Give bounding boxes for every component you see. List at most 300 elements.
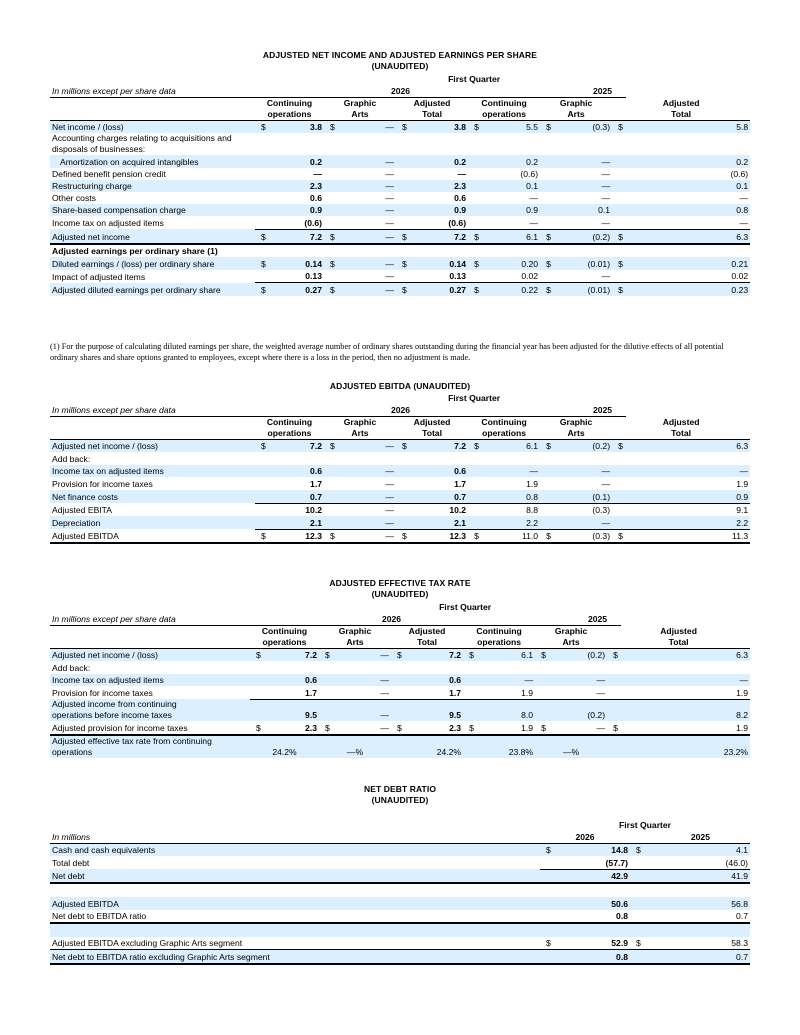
table-row <box>50 735 750 758</box>
col-h2: Total <box>668 636 689 647</box>
cell: 5.8 <box>626 120 750 133</box>
section1-title: ADJUSTED NET INCOME AND ADJUSTED EARNINGS PER SHARE <box>262 50 538 60</box>
col-h1: Adjusted <box>662 416 700 427</box>
cell: 3.8 <box>410 120 468 133</box>
row-label: Share-based compensation charge <box>50 204 255 217</box>
debt-table <box>50 820 750 965</box>
row-label: Restructuring charge <box>50 180 255 192</box>
cell: 0.6 <box>454 192 467 203</box>
cell: (0.01) <box>554 257 612 270</box>
cell: (0.6) <box>730 168 749 179</box>
cell: 1.9 <box>621 686 750 699</box>
table-row <box>50 937 750 950</box>
ebitda-table <box>50 393 750 544</box>
cell: 0.6 <box>405 674 463 687</box>
col-h2-0: operations <box>267 108 312 119</box>
currency-symbol: $ <box>535 648 549 661</box>
currency-symbol: $ <box>630 843 650 856</box>
debt-table-wrap <box>50 820 750 965</box>
currency-symbol: $ <box>618 531 623 542</box>
cell: — <box>333 648 391 661</box>
table-row <box>50 465 750 478</box>
row-label: Net finance costs <box>50 490 255 503</box>
cell: 12.3 <box>449 531 467 542</box>
col-h2: Total <box>671 427 692 438</box>
cell: 58.3 <box>731 938 748 949</box>
col-h1-2: Adjusted <box>413 97 451 108</box>
cell: 4.1 <box>650 843 750 856</box>
row-label: Provision for income taxes <box>52 478 153 489</box>
row-label: Adjusted diluted earnings per ordinary share <box>50 283 255 296</box>
cell: 9.5 <box>274 699 319 721</box>
cell: 6.1 <box>482 439 540 452</box>
cell: 0.2 <box>279 155 324 168</box>
cell: 9.1 <box>736 505 749 516</box>
cell: 24.2% <box>391 735 463 758</box>
table-row <box>50 674 750 687</box>
col-h1-1: Graphic <box>343 97 377 108</box>
col-h2: Total <box>422 427 442 438</box>
cell: 3.8 <box>279 120 324 133</box>
cell: 0.8 <box>616 911 628 922</box>
cell: — <box>385 478 394 489</box>
currency-symbol: $ <box>613 723 618 734</box>
table-row <box>50 950 750 964</box>
currency-symbol: $ <box>330 531 335 542</box>
currency-symbol: $ <box>396 257 410 270</box>
currency-symbol: $ <box>324 120 338 133</box>
cell: — <box>554 465 612 478</box>
adjusted-net-income-table-wrap <box>50 74 750 296</box>
currency-symbol: $ <box>468 439 482 452</box>
section1-subtitle: (UNAUDITED) <box>371 61 429 71</box>
cell: 7.2 <box>410 229 468 243</box>
row-label <box>50 883 540 897</box>
cell: (0.2) <box>549 648 607 661</box>
row-label: Income tax on adjusted items <box>52 218 164 229</box>
table-row <box>50 490 750 503</box>
table-row <box>50 869 750 883</box>
row-label: Depreciation <box>50 516 255 529</box>
cell: — <box>338 229 396 243</box>
row-label: Add back: <box>52 453 91 464</box>
unit-label: In millions except per share data <box>50 403 255 416</box>
cell: 6.1 <box>477 648 535 661</box>
col-h2: Arts <box>567 427 585 438</box>
cell: 2.2 <box>626 516 750 529</box>
ebitda-table-wrap <box>50 393 750 544</box>
table-row <box>50 168 750 180</box>
currency-symbol: $ <box>463 648 477 661</box>
currency-symbol: $ <box>250 648 274 661</box>
row-label: Adjusted EBITDA <box>50 897 540 910</box>
cell: (0.6) <box>279 216 324 229</box>
cell: 0.14 <box>410 257 468 270</box>
table-row <box>50 648 750 661</box>
cell: 0.8 <box>482 490 540 503</box>
cell: 0.6 <box>410 465 468 478</box>
row-label: Net debt <box>50 869 540 883</box>
col-h2-3: operations <box>482 108 527 119</box>
currency-symbol: $ <box>255 283 279 296</box>
cell: 0.9 <box>626 490 750 503</box>
col-h1: Adjusted <box>413 416 451 427</box>
cell: 0.9 <box>410 204 468 217</box>
cell: — <box>554 216 612 229</box>
cell: 0.7 <box>650 950 750 964</box>
row-label: Add back: <box>52 662 91 673</box>
row-label: Income tax on adjusted items <box>50 674 250 687</box>
col-h2: Arts <box>562 636 580 647</box>
period-label: First Quarter <box>618 820 672 830</box>
cell: 10.2 <box>449 505 467 516</box>
row-label: Adjusted net income / (loss) <box>50 439 255 452</box>
cell: 0.1 <box>554 204 612 217</box>
cell: 1.7 <box>274 686 319 699</box>
col-h1-4: Graphic <box>559 97 593 108</box>
cell: 42.9 <box>560 869 630 883</box>
table-row <box>50 155 750 168</box>
table-row <box>50 439 750 452</box>
row-label: Adjusted EBITA <box>52 505 113 516</box>
cell: 6.1 <box>482 229 540 243</box>
cell: — <box>385 192 394 203</box>
cell: 1.7 <box>310 478 322 489</box>
table-row <box>50 180 750 192</box>
cell: — <box>549 686 607 699</box>
currency-symbol: $ <box>468 120 482 133</box>
unit-label: In millions except per share data <box>50 612 250 625</box>
row-label: Diluted earnings / (loss) per ordinary share <box>50 257 255 270</box>
col-h2: operations <box>477 636 522 647</box>
period-label: First Quarter <box>448 393 501 403</box>
cell: — <box>338 490 396 503</box>
currency-symbol: $ <box>396 283 410 296</box>
year-2025: 2025 <box>410 403 612 416</box>
table-row <box>50 686 750 699</box>
table-row <box>50 204 750 217</box>
cell: — <box>338 439 396 452</box>
cell: 0.02 <box>482 270 540 283</box>
table-row <box>50 883 750 897</box>
row-label: Defined benefit pension credit <box>52 168 166 179</box>
cell: 0.2 <box>410 155 468 168</box>
currency-symbol: $ <box>255 257 279 270</box>
cell: 8.2 <box>621 699 750 721</box>
col-h1: Graphic <box>343 416 377 427</box>
currency-symbol: $ <box>540 229 554 243</box>
col-h2-1: Arts <box>351 108 369 119</box>
cell: (0.6) <box>410 216 468 229</box>
row-label: Amortization on acquired intangibles <box>50 155 255 168</box>
col-h2-4: Arts <box>567 108 585 119</box>
row-label: Accounting charges relating to acquisitions and disposals of businesses: <box>52 133 232 155</box>
cell: 0.02 <box>626 270 750 283</box>
cell: — <box>549 674 607 687</box>
row-label: Adjusted income from continuing operations before income taxes <box>50 699 250 721</box>
cell: — <box>338 216 396 229</box>
currency-symbol: $ <box>256 723 261 734</box>
cell: — <box>338 204 396 217</box>
year-2026: 2026 <box>255 84 410 97</box>
year-2025: 2025 <box>630 830 750 843</box>
currency-symbol: $ <box>324 229 338 243</box>
currency-symbol: $ <box>319 648 333 661</box>
col-h2: Total <box>417 636 437 647</box>
cell: (0.6) <box>520 168 539 179</box>
debt-title: NET DEBT RATIO <box>363 784 437 794</box>
adjusted-net-income-table <box>50 74 750 296</box>
cell: 7.2 <box>279 439 324 452</box>
cell: 0.6 <box>274 674 319 687</box>
currency-symbol: $ <box>324 257 338 270</box>
cell: — <box>338 283 396 296</box>
cell: 0.13 <box>410 270 468 283</box>
table-row <box>50 897 750 910</box>
cell: 8.8 <box>526 505 539 516</box>
cell: — <box>338 516 396 529</box>
currency-symbol: $ <box>540 283 554 296</box>
table-row <box>50 229 750 243</box>
table-row <box>50 216 750 229</box>
cell: —% <box>319 735 391 758</box>
cell: 1.9 <box>736 478 749 489</box>
cell: 6.3 <box>626 229 750 243</box>
tax-table <box>50 602 750 758</box>
table-row <box>50 661 750 674</box>
footnote-text: For the purpose of calculating diluted earnings per share, the weighted average number of ordinary shares outstanding during the financial year has been adjusted for the dilutive effects of all potential ordinary shares and share options granted to employees, except where there is a loss in the period, then no adjustment is made. <box>50 342 724 362</box>
cell: 1.9 <box>736 723 749 734</box>
cell: 9.5 <box>405 699 463 721</box>
col-h2-5: Total <box>671 108 692 119</box>
cell: 7.2 <box>405 648 463 661</box>
table-row <box>50 283 750 296</box>
row-label: Adjusted net income <box>50 229 255 243</box>
col-h2-2: Total <box>422 108 442 119</box>
cell: 0.7 <box>410 490 468 503</box>
cell: — <box>596 723 606 734</box>
cell: — <box>626 216 750 229</box>
cell: — <box>554 155 612 168</box>
cell: — <box>554 180 612 192</box>
cell: — <box>333 674 391 687</box>
cell: 1.7 <box>405 686 463 699</box>
cell: 11.0 <box>521 531 539 542</box>
cell: — <box>554 516 612 529</box>
table-row <box>50 529 750 543</box>
table-row <box>50 192 750 204</box>
cell: — <box>601 168 611 179</box>
year-2026: 2026 <box>250 612 405 625</box>
currency-symbol: $ <box>546 938 551 949</box>
cell: 23.2% <box>607 735 750 758</box>
cell: — <box>385 168 394 179</box>
cell: —% <box>535 735 607 758</box>
cell: 0.23 <box>626 283 750 296</box>
currency-symbol: $ <box>636 938 641 949</box>
cell: 5.5 <box>482 120 540 133</box>
cell: 0.27 <box>279 283 324 296</box>
table-row <box>50 699 750 721</box>
currency-symbol: $ <box>612 257 626 270</box>
cell: 0.1 <box>482 180 540 192</box>
cell: 0.13 <box>279 270 324 283</box>
cell: 10.2 <box>305 505 322 516</box>
col-h1: Continuing <box>261 625 308 636</box>
period-label: First Quarter <box>439 602 492 612</box>
cell: — <box>338 257 396 270</box>
col-h2: Arts <box>351 427 369 438</box>
cell: 2.3 <box>449 723 462 734</box>
table-row <box>50 133 750 155</box>
cell: 0.14 <box>279 257 324 270</box>
row-label: Total debt <box>52 858 90 869</box>
cell: 0.20 <box>482 257 540 270</box>
row-label: Adjusted effective tax rate from continuing operations <box>50 735 250 758</box>
table-row <box>50 244 750 258</box>
currency-symbol: $ <box>468 257 482 270</box>
cell: 14.8 <box>560 843 630 856</box>
currency-symbol: $ <box>324 439 338 452</box>
cell: — <box>626 465 750 478</box>
cell: 23.8% <box>463 735 535 758</box>
year-2026: 2026 <box>255 403 410 416</box>
currency-symbol: $ <box>612 229 626 243</box>
tax-title: ADJUSTED EFFECTIVE TAX RATE <box>329 578 471 588</box>
col-h2: operations <box>267 427 312 438</box>
cell: — <box>621 674 750 687</box>
currency-symbol: $ <box>540 120 554 133</box>
cell: 7.2 <box>279 229 324 243</box>
cell: 12.3 <box>305 531 322 542</box>
cell: — <box>338 180 396 192</box>
cell: 52.9 <box>611 938 628 949</box>
currency-symbol: $ <box>541 723 546 734</box>
currency-symbol: $ <box>540 439 554 452</box>
col-h2: operations <box>482 427 527 438</box>
table-row <box>50 270 750 283</box>
row-label: Net debt to EBITDA ratio excluding Graphic Arts segment <box>50 950 540 964</box>
cell: 2.2 <box>482 516 540 529</box>
currency-symbol: $ <box>255 120 279 133</box>
cell: — <box>739 192 749 203</box>
currency-symbol: $ <box>402 531 407 542</box>
row-label <box>50 923 540 937</box>
row-label: Net income / (loss) <box>50 120 255 133</box>
table-row <box>50 452 750 465</box>
cell: 0.8 <box>626 204 750 217</box>
currency-symbol: $ <box>612 283 626 296</box>
row-label: Other costs <box>52 192 96 203</box>
cell: (46.0) <box>650 856 750 869</box>
footnote-marker: (1) <box>50 342 60 351</box>
cell: 8.0 <box>477 699 535 721</box>
cell: (0.2) <box>554 439 612 452</box>
row-label: Adjusted net income / (loss) <box>50 648 250 661</box>
currency-symbol: $ <box>396 439 410 452</box>
cell: 2.1 <box>410 516 468 529</box>
col-h2: operations <box>262 636 307 647</box>
row-label: Provision for income taxes <box>52 688 153 699</box>
col-h1: Graphic <box>559 416 593 427</box>
row-label: Adjusted EBITDA excluding Graphic Arts segment <box>52 938 243 949</box>
row-label: Net debt to EBITDA ratio <box>52 911 147 922</box>
cell: 2.1 <box>279 516 324 529</box>
row-label: Cash and cash equivalents <box>50 843 540 856</box>
col-h1-3: Continuing <box>481 97 527 108</box>
cell: 41.9 <box>650 869 750 883</box>
currency-symbol: $ <box>324 283 338 296</box>
table-row <box>50 477 750 490</box>
cell: (0.3) <box>554 120 612 133</box>
row-label: Adjusted earnings per ordinary share (1) <box>52 246 218 257</box>
currency-symbol: $ <box>469 723 474 734</box>
cell: 0.1 <box>626 180 750 192</box>
row-label: Impact of adjusted items <box>52 271 146 282</box>
currency-symbol: $ <box>255 229 279 243</box>
ebitda-title: ADJUSTED EBITDA (UNAUDITED) <box>329 381 471 391</box>
cell: 0.7 <box>279 490 324 503</box>
cell: 11.3 <box>732 531 749 542</box>
col-h2: Arts <box>346 636 364 647</box>
tax-table-wrap <box>50 602 750 758</box>
cell: — <box>601 192 611 203</box>
col-h1-0: Continuing <box>266 97 313 108</box>
cell: — <box>385 531 394 542</box>
table-row <box>50 721 750 735</box>
col-h1: Adjusted <box>408 625 446 636</box>
currency-symbol: $ <box>397 723 402 734</box>
cell: 0.22 <box>482 283 540 296</box>
currency-symbol: $ <box>612 120 626 133</box>
cell: 1.9 <box>526 478 539 489</box>
cell: — <box>333 686 391 699</box>
cell: — <box>338 120 396 133</box>
cell: (0.3) <box>592 505 611 516</box>
table-row <box>50 516 750 529</box>
year-2026: 2026 <box>540 830 630 843</box>
year-2025: 2025 <box>410 84 612 97</box>
currency-symbol: $ <box>607 648 621 661</box>
row-label: Adjusted EBITDA <box>52 531 119 542</box>
cell: 2.3 <box>279 180 324 192</box>
cell: 1.7 <box>454 478 467 489</box>
cell: — <box>385 505 394 516</box>
cell: 0.8 <box>560 950 630 964</box>
currency-symbol: $ <box>474 531 479 542</box>
cell: — <box>554 270 612 283</box>
table-row <box>50 120 750 133</box>
currency-symbol: $ <box>396 229 410 243</box>
cell: — <box>457 168 467 179</box>
cell: 50.6 <box>560 897 630 910</box>
cell: 2.3 <box>410 180 468 192</box>
cell: (0.3) <box>592 531 611 542</box>
cell: 0.27 <box>410 283 468 296</box>
currency-symbol: $ <box>546 531 551 542</box>
currency-symbol: $ <box>468 283 482 296</box>
cell: — <box>477 674 535 687</box>
currency-symbol: $ <box>612 439 626 452</box>
currency-symbol: $ <box>391 648 405 661</box>
cell: 0.6 <box>279 465 324 478</box>
col-h1: Adjusted <box>660 625 697 636</box>
cell: (0.2) <box>549 699 607 721</box>
unit-label: In millions except per share data <box>50 84 255 97</box>
table-row <box>50 856 750 869</box>
col-h1: Continuing <box>476 625 522 636</box>
cell: — <box>482 216 540 229</box>
